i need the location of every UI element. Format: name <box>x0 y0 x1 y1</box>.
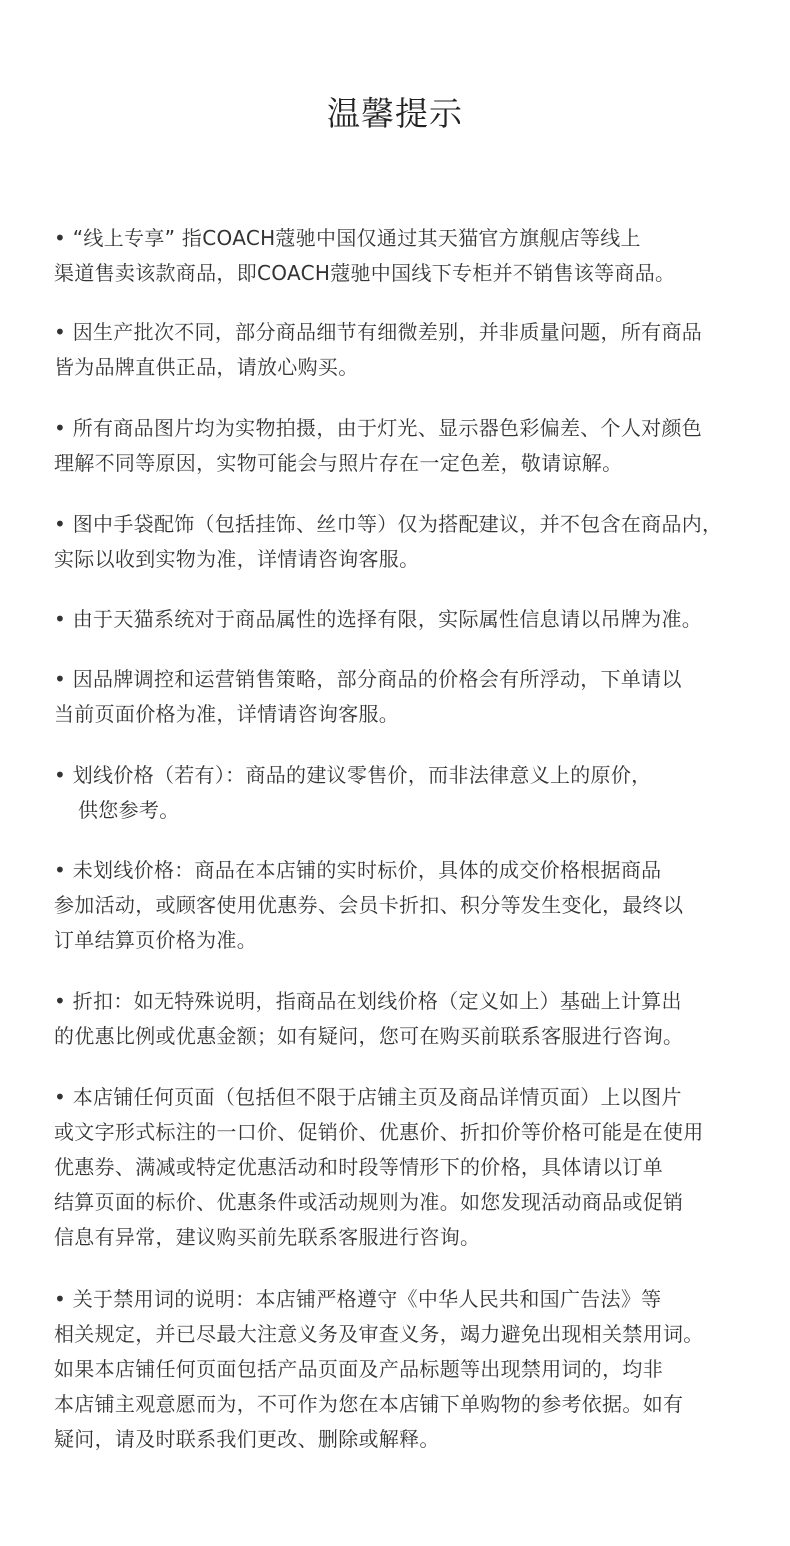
notice-price-fluctuation: • 因品牌调控和运营销售策略，部分商品的价格会有所浮动，下单请以 当前页面价格为准，详情请咨询客服。 <box>54 667 682 726</box>
notice-color-difference: • 所有商品图片均为实物拍摄，由于灯光、显示器色彩偏差、个人对颜色 理解不同等原因，实物可能会与照片存在一定色差，敬请谅解。 <box>54 416 703 475</box>
notice-online-exclusive: • “线上专享” 指COACH蔻驰中国仅通过其天猫官方旗舰店等线上 渠道售卖该款商品，即COACH蔻驰中国线下专柜并不销售该等商品。 <box>54 226 676 285</box>
notice-banned-words: • 关于禁用词的说明：本店铺严格遵守《中华人民共和国广告法》等 相关规定，并已尽最大注意义务及审查义务，竭力避免出现相关禁用词。 如果本店铺任何页面包括产品页面及产品标题等出现禁用词的，均非 本店铺主观意愿而为，不可作为您在本店铺下单购物的参考依据。如有 疑问，请及时联系我们更改、删除或解释。 <box>54 1287 704 1451</box>
page-title: 温馨提示 <box>327 94 463 133</box>
notice-accessories: • 图中手袋配饰（包括挂饰、丝巾等）仅为搭配建议，并不包含在商品内， 实际以收到实物为准，详情请咨询客服。 <box>54 512 723 571</box>
notice-attributes: • 由于天猫系统对于商品属性的选择有限，实际属性信息请以吊牌为准。 <box>54 607 703 631</box>
notice-crossed-price: • 划线价格（若有）：商品的建议零售价，而非法律意义上的原价， 供您参考。 <box>54 763 652 822</box>
notice-discount: • 折扣：如无特殊说明，指商品在划线价格（定义如上）基础上计算出 的优惠比例或优惠金额；如有疑问，您可在购买前联系客服进行咨询。 <box>54 989 684 1048</box>
notice-promotion-price: • 本店铺任何页面（包括但不限于店铺主页及商品详情页面）上以图片 或文字形式标注的一口价、促销价、优惠价、折扣价等价格可能是在使用 优惠券、满减或特定优惠活动和时段等情形下的价格，具体请以订单 结算页面的标价、优惠条件或活动规则为准。如您发现活动商品或促销 信息有异常，建议购买前先联系客服进行咨询。 <box>54 1085 704 1249</box>
notice-production-batch: • 因生产批次不同，部分商品细节有细微差别，并非质量问题，所有商品 皆为品牌直供正品，请放心购买。 <box>54 320 703 379</box>
notice-uncrossed-price: • 未划线价格：商品在本店铺的实时标价，具体的成交价格根据商品 参加活动，或顾客使用优惠券、会员卡折扣、积分等发生变化，最终以 订单结算页价格为准。 <box>54 858 684 952</box>
